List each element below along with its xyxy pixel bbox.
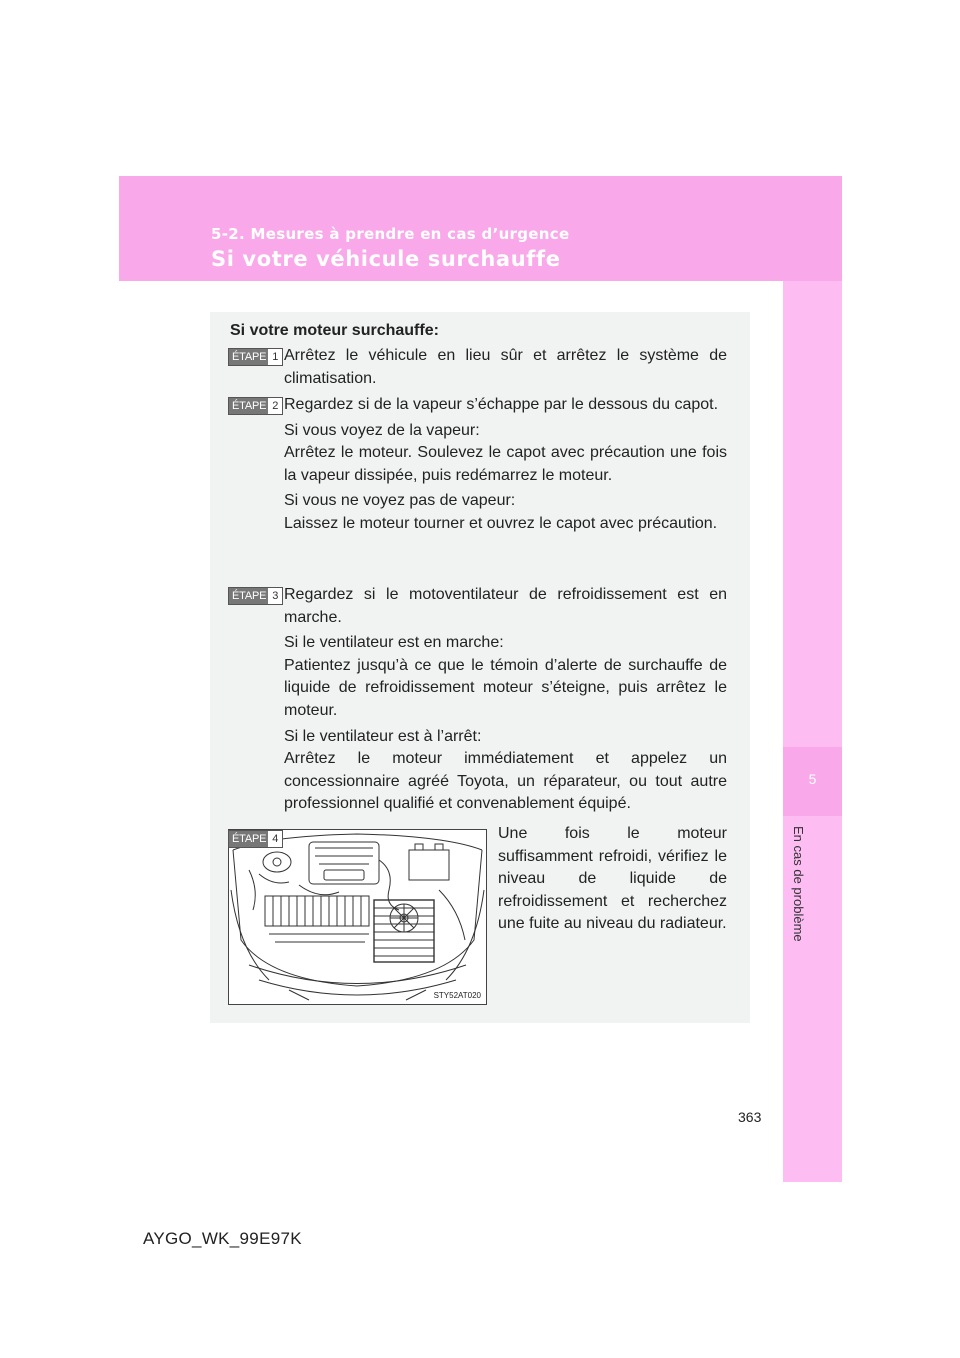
step-number: 4	[272, 833, 279, 845]
illustration-code: STY52AT020	[433, 991, 481, 1000]
chapter-sidebar	[783, 281, 842, 1182]
chapter-number: 5	[808, 771, 817, 787]
chapter-tab[interactable]	[783, 747, 842, 816]
step-2-case-2-action: Laissez le moteur tourner et ouvrez le capot avec précaution.	[284, 514, 718, 532]
step-3-case-1-condition: Si le ventilateur est en marche:	[284, 634, 504, 652]
page-title: Si votre véhicule surchauffe	[211, 247, 561, 271]
step-word: ÉTAPE	[229, 398, 268, 414]
section-label: 5-2. Mesures à prendre en cas d’urgence	[211, 225, 570, 243]
step-2-case-2-condition: Si vous ne voyez pas de vapeur:	[284, 492, 516, 510]
step-1-instruction: Arrêtez le véhicule en lieu sûr et arrêtez le système de climatisation.	[284, 347, 727, 387]
step-number: 2	[272, 400, 279, 412]
step-3-text	[284, 584, 727, 819]
step-badge-2	[228, 397, 283, 415]
step-word: ÉTAPE	[229, 349, 268, 365]
step-1-text	[284, 345, 727, 393]
step-number: 1	[272, 351, 279, 363]
step-4-text: Une fois le moteur suffisamment refroidi, vérifiez le niveau de liquide de refroidissement et recherchez une fuite au niveau du radiateur.	[498, 825, 727, 933]
chapter-title: En cas de problème	[791, 826, 806, 942]
step-badge-3	[228, 587, 283, 605]
step-3-case-1-action: Patientez jusqu’à ce que le témoin d’alerte de surchauffe de liquide de refroidissement moteur s’éteigne, puis arrêtez le moteur.	[284, 656, 727, 719]
step-3-case-2-condition: Si le ventilateur est à l’arrêt:	[284, 727, 482, 745]
step-2-instruction: Regardez si de la vapeur s’échappe par le dessous du capot.	[284, 396, 719, 413]
page-number: 363	[738, 1109, 762, 1125]
step-badge-4	[228, 830, 283, 848]
step-word: ÉTAPE	[229, 831, 268, 847]
engine-bay-drawing	[229, 830, 486, 1004]
step-number: 3	[272, 590, 279, 602]
document-code: AYGO_WK_99E97K	[143, 1229, 302, 1248]
step-2-case-1-condition: Si vous voyez de la vapeur:	[284, 421, 480, 439]
step-3-case-2-action: Arrêtez le moteur immédiatement et appelez un concessionnaire agréé Toyota, un réparateur, ou tout autre professionnel qualifié et convenablement équipé.	[284, 750, 727, 813]
step-2-case-1-action: Arrêtez le moteur. Soulevez le capot avec précaution une fois la vapeur dissipée, puis redémarrez le moteur.	[284, 444, 727, 484]
step-badge-1	[228, 348, 283, 366]
step-3-instruction: Regardez si le motoventilateur de refroidissement est en marche.	[284, 586, 727, 626]
step-2-text	[284, 394, 727, 539]
step-word: ÉTAPE	[229, 588, 268, 604]
engine-bay-illustration	[228, 829, 487, 1005]
box-heading: Si votre moteur surchauffe:	[230, 322, 439, 339]
